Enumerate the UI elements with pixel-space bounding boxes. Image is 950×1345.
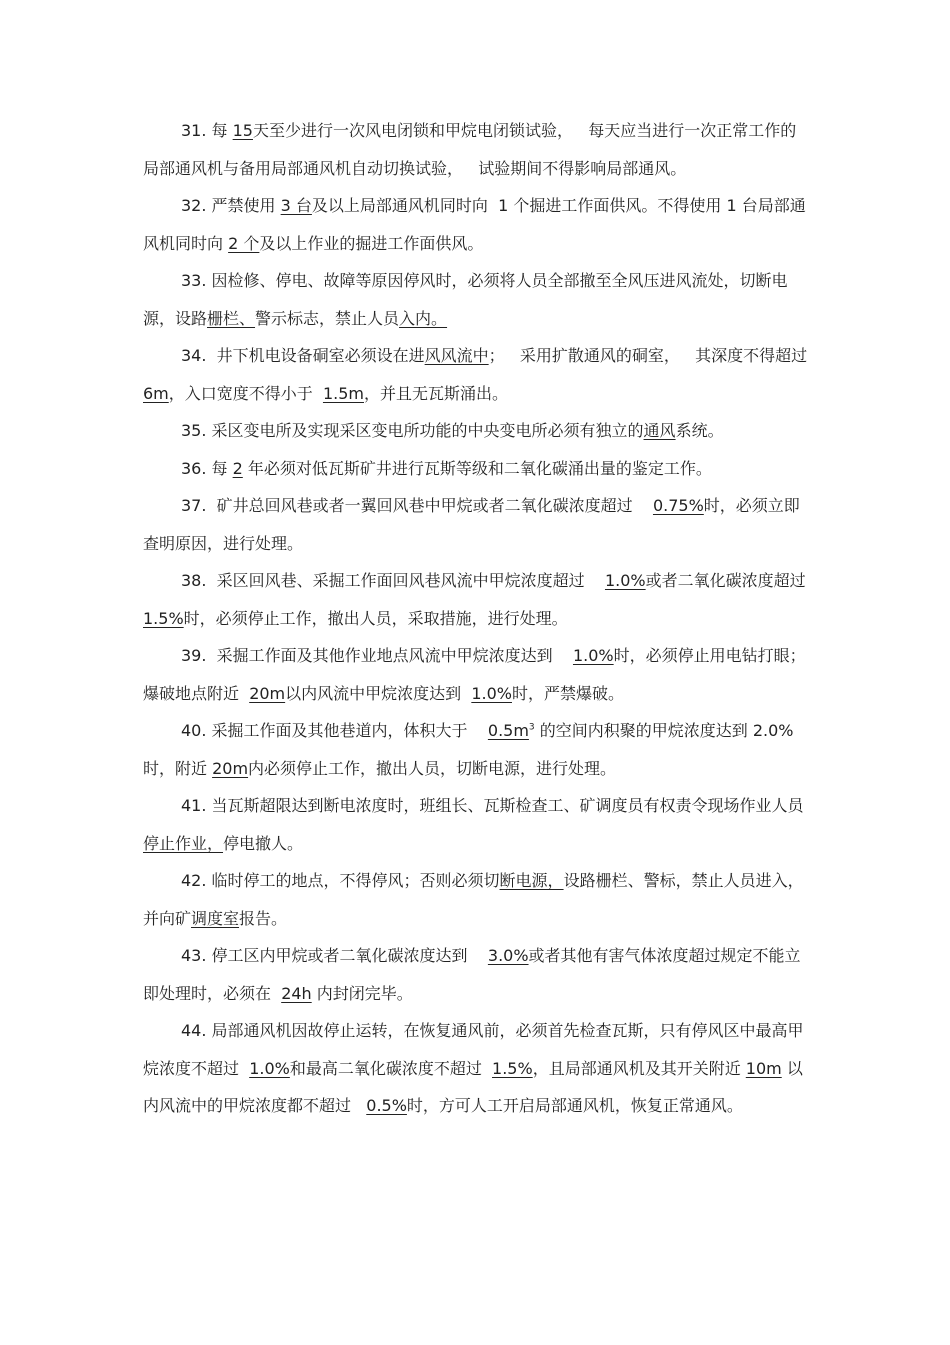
question-text: 及以上作业的掘进工作面供风。 bbox=[259, 233, 484, 253]
question-text: 39. 采掘工作面及其他作业地点风流中甲烷浓度达到 bbox=[181, 646, 573, 665]
question-item-37 bbox=[143, 487, 808, 562]
question-text: 以内风流中甲烷浓度达到 bbox=[285, 683, 472, 703]
question-text: 31. 每 bbox=[181, 121, 233, 140]
question-text: 时，必须停止工作，撤出人员，采取措施，进行处理。 bbox=[183, 608, 568, 628]
answer-blank: 20m bbox=[212, 758, 249, 778]
question-text: 时，必须停止用电钻打眼；爆破地点附近 bbox=[143, 646, 806, 703]
question-text: 41. 当瓦斯超限达到断电浓度时，班组长、瓦斯检查工、矿调度员有权责令现场作业人员 bbox=[181, 796, 804, 815]
question-item-43 bbox=[143, 937, 808, 1012]
answer-blank: 2 bbox=[232, 458, 243, 478]
question-item-39 bbox=[143, 637, 808, 712]
answer-blank: 3 台 bbox=[280, 196, 312, 215]
question-item-38 bbox=[143, 562, 811, 637]
answer-blank: 1.0% bbox=[604, 571, 646, 590]
answer-blank: 1.0% bbox=[572, 646, 614, 665]
answer-blank: 24h bbox=[281, 983, 312, 1003]
answer-blank: 0.75% bbox=[652, 496, 704, 515]
question-item-44 bbox=[143, 1012, 808, 1125]
answer-blank: 1.5% bbox=[492, 1058, 533, 1078]
answer-blank: 入内。 bbox=[399, 308, 448, 328]
question-item-41 bbox=[143, 787, 808, 862]
question-item-31 bbox=[143, 112, 808, 187]
question-text: 42. 临时停工的地点，不得停风；否则必须切 bbox=[181, 871, 500, 890]
question-item-36 bbox=[143, 450, 808, 488]
question-text: 和最高二氧化碳浓度不超过 bbox=[289, 1058, 493, 1078]
question-text: 37. 矿井总回风巷或者一翼回风巷中甲烷或者二氧化碳浓度超过 bbox=[181, 496, 653, 515]
question-text: 以内风流中的甲烷浓度都不超过 bbox=[143, 1058, 803, 1115]
answer-blank: 10m bbox=[745, 1058, 782, 1078]
question-text: 时，严禁爆破。 bbox=[511, 683, 624, 703]
document-body bbox=[143, 112, 813, 1125]
question-text: 35. 采区变电所及实现采区变电所功能的中央变电所必须有独立的 bbox=[181, 421, 644, 440]
question-text: ； 采用扩散通风的硐室， 其深度不得超过 bbox=[488, 346, 813, 365]
question-text: 时，方可人工开启局部通风机，恢复正常通风。 bbox=[406, 1096, 743, 1115]
question-text: 1 个掘进工作面供风。不得使用 1 台局部通风机同时向 bbox=[143, 196, 806, 253]
question-text: 的空间内积聚的甲烷浓度达到 2.0%时，附近 bbox=[143, 721, 794, 778]
question-text: 天至少进行一次风电闭锁和甲烷电闭锁试验， 每天应当进行一次正常工作的局部通风机与备用局部通风机自动切换试验， 试验期间不得影响局部通风。 bbox=[143, 121, 797, 178]
answer-blank: 6m bbox=[143, 383, 169, 403]
question-text: 年必须对低瓦斯矿井进行瓦斯等级和二氧化碳涌出量的鉴定工作。 bbox=[242, 458, 712, 478]
answer-blank: 0.5% bbox=[366, 1096, 407, 1115]
question-text: 38. 采区回风巷、采掘工作面回风巷风流中甲烷浓度超过 bbox=[181, 571, 605, 590]
answer-blank: 停止作业， bbox=[143, 833, 224, 853]
answer-blank: 1.5% bbox=[143, 608, 184, 628]
question-text: 内封闭完毕。 bbox=[311, 983, 413, 1003]
question-text: 内必须停止工作，撤出人员，切断电源，进行处理。 bbox=[248, 758, 617, 778]
question-item-40 bbox=[143, 712, 808, 787]
answer-blank: 风风流中 bbox=[424, 346, 489, 365]
question-text: 40. 采掘工作面及其他巷道内，体积大于 bbox=[181, 721, 488, 740]
question-text: 或者其他有害气体浓度超过规定不能立即处理时，必须在 bbox=[143, 946, 801, 1003]
question-text: 33. 因检修、停电、故障等原因停风时，必须将人员全部撤至全风压进风流处，切断电源，设路 bbox=[143, 271, 788, 328]
question-text: 报告。 bbox=[239, 908, 288, 928]
question-text: 43. 停工区内甲烷或者二氧化碳浓度达到 bbox=[181, 946, 488, 965]
answer-blank: 0.5m bbox=[487, 721, 529, 740]
question-text: 停电撤人。 bbox=[223, 833, 304, 853]
question-text: 32. 严禁使用 bbox=[181, 196, 281, 215]
question-text: 系统。 bbox=[675, 421, 724, 440]
question-text: 或者二氧化碳浓度超过 bbox=[645, 571, 811, 590]
answer-blank: 调度室 bbox=[191, 908, 240, 928]
answer-blank: 1.0% bbox=[471, 683, 512, 703]
answer-blank: 通风 bbox=[643, 421, 676, 440]
question-text: 34. 井下机电设备硐室必须设在进 bbox=[181, 346, 425, 365]
question-text: 及以上局部通风机同时向 bbox=[311, 196, 499, 215]
question-text: ，并且无瓦斯涌出。 bbox=[363, 383, 508, 403]
question-item-34 bbox=[143, 337, 813, 412]
superscript: 3 bbox=[528, 722, 535, 733]
question-text: 设路栅栏、警标，禁止人员进入，并向矿 bbox=[143, 871, 804, 928]
question-item-33 bbox=[143, 262, 808, 337]
answer-blank: 3.0% bbox=[487, 946, 529, 965]
question-item-32 bbox=[143, 187, 808, 262]
answer-blank: 断电源， bbox=[499, 871, 564, 890]
question-item-35 bbox=[143, 412, 808, 450]
question-text: ，入口宽度不得小于 bbox=[168, 383, 323, 403]
question-text: 36. 每 bbox=[181, 458, 233, 478]
question-text: 时，必须立即查明原因，进行处理。 bbox=[143, 496, 800, 553]
answer-blank: 1.0% bbox=[249, 1058, 290, 1078]
question-item-42 bbox=[143, 862, 808, 937]
answer-blank: 20m bbox=[249, 683, 286, 703]
answer-blank: 栅栏、 bbox=[207, 308, 256, 328]
question-text: 44. 局部通风机因故停止运转，在恢复通风前，必须首先检查瓦斯，只有停风区中最高甲烷浓度不超过 bbox=[143, 1021, 804, 1078]
answer-blank: 2 个 bbox=[228, 233, 260, 253]
question-text: ，且局部通风机及其开关附近 bbox=[532, 1058, 746, 1078]
answer-blank: 1.5m bbox=[322, 383, 364, 403]
answer-blank: 15 bbox=[232, 121, 253, 140]
question-text: 警示标志，禁止人员 bbox=[255, 308, 400, 328]
